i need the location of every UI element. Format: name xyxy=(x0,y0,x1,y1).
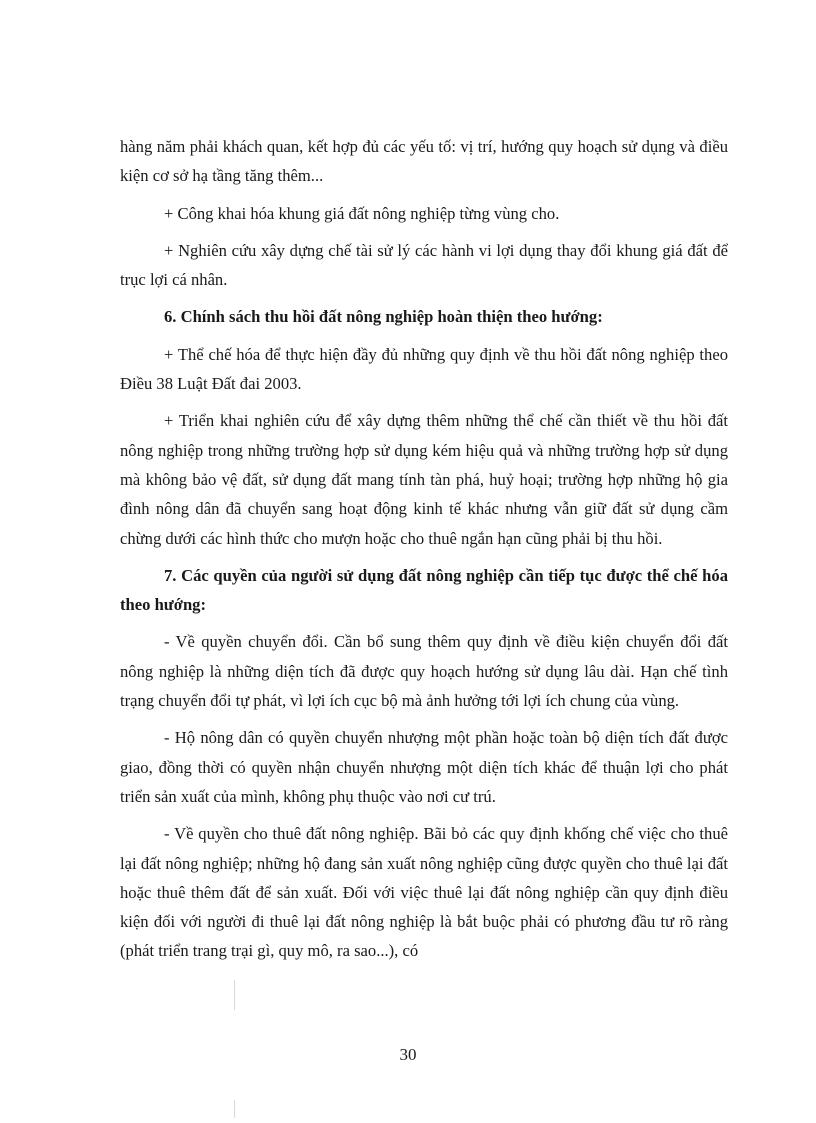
paragraph-land-price-continuation: hàng năm phải khách quan, kết hợp đủ các yếu tố: vị trí, hướng quy hoạch sử dụng và điều kiện cơ sở hạ tầng tăng thêm... xyxy=(120,137,728,186)
bullet-publicize-price-framework: + Công khai hóa khung giá đất nông nghiệp từng vùng cho. xyxy=(164,203,560,223)
scan-artifact-line xyxy=(234,980,235,1010)
bullet-sanction-research: + Nghiên cứu xây dựng chế tài sử lý các hành vi lợi dụng thay đổi khung giá đất để trục lợi cá nhân. xyxy=(120,240,728,290)
dash-transfer-right: - Hộ nông dân có quyền chuyển nhượng một phần hoặc toàn bộ diện tích đất được giao, đồng thời có quyền nhận chuyển nhượng một diện tích khác để thuận lợi cho phát triển sản xuất của mình, không phụ thuộc vào nơi cư trú. xyxy=(120,728,728,806)
scan-artifact-line xyxy=(234,1100,235,1118)
page-number: 30 xyxy=(399,1045,417,1064)
dash-lease-right: - Về quyền cho thuê đất nông nghiệp. Bãi bỏ các quy định khống chế việc cho thuê lại đất nông nghiệp; những hộ đang sản xuất nông nghiệp cũng được quyền cho thuê lại đất hoặc thuê thêm đất để sản xuất. Đối với việc thuê lại đất nông nghiệp cần quy định điều kiện đối với người đi thuê lại đất nông nghiệp là bắt buộc phải có phương đầu tư rõ ràng (phát triển trang trại gì, quy mô, ra sao...), có xyxy=(120,824,728,961)
section-heading-7: 7. Các quyền của người sử dụng đất nông nghiệp cần tiếp tục được thể chế hóa theo hướng: xyxy=(120,565,728,615)
page-body xyxy=(120,132,728,974)
bullet-institutionalize-recovery: + Thể chế hóa để thực hiện đầy đủ những quy định về thu hồi đất nông nghiệp theo Điều 38 Luật Đất đai 2003. xyxy=(120,344,728,394)
section-heading-6: 6. Chính sách thu hồi đất nông nghiệp hoàn thiện theo hướng: xyxy=(164,307,603,327)
dash-conversion-right: - Về quyền chuyển đổi. Cần bổ sung thêm quy định về điều kiện chuyển đổi đất nông nghiệp là những diện tích đã được quy hoạch hướng sử dụng lâu dài. Hạn chế tình trạng chuyển đổi tự phát, vì lợi ích cục bộ mà ảnh hưởng tới lợi ích chung của vùng. xyxy=(120,632,728,711)
bullet-research-recovery-cases: + Triển khai nghiên cứu để xây dựng thêm những thể chế cần thiết về thu hồi đất nông nghiệp trong những trường hợp sử dụng kém hiệu quả và những trường hợp sử dụng mà không bảo vệ đất, sử dụng đất mang tính tàn phá, huỷ hoại; trường hợp những hộ gia đình nông dân đã chuyển sang hoạt động kinh tế khác nhưng vẫn giữ đất sử dụng cầm chừng dưới các hình thức cho mượn hoặc cho thuê ngắn hạn cũng phải bị thu hồi. xyxy=(120,411,728,548)
